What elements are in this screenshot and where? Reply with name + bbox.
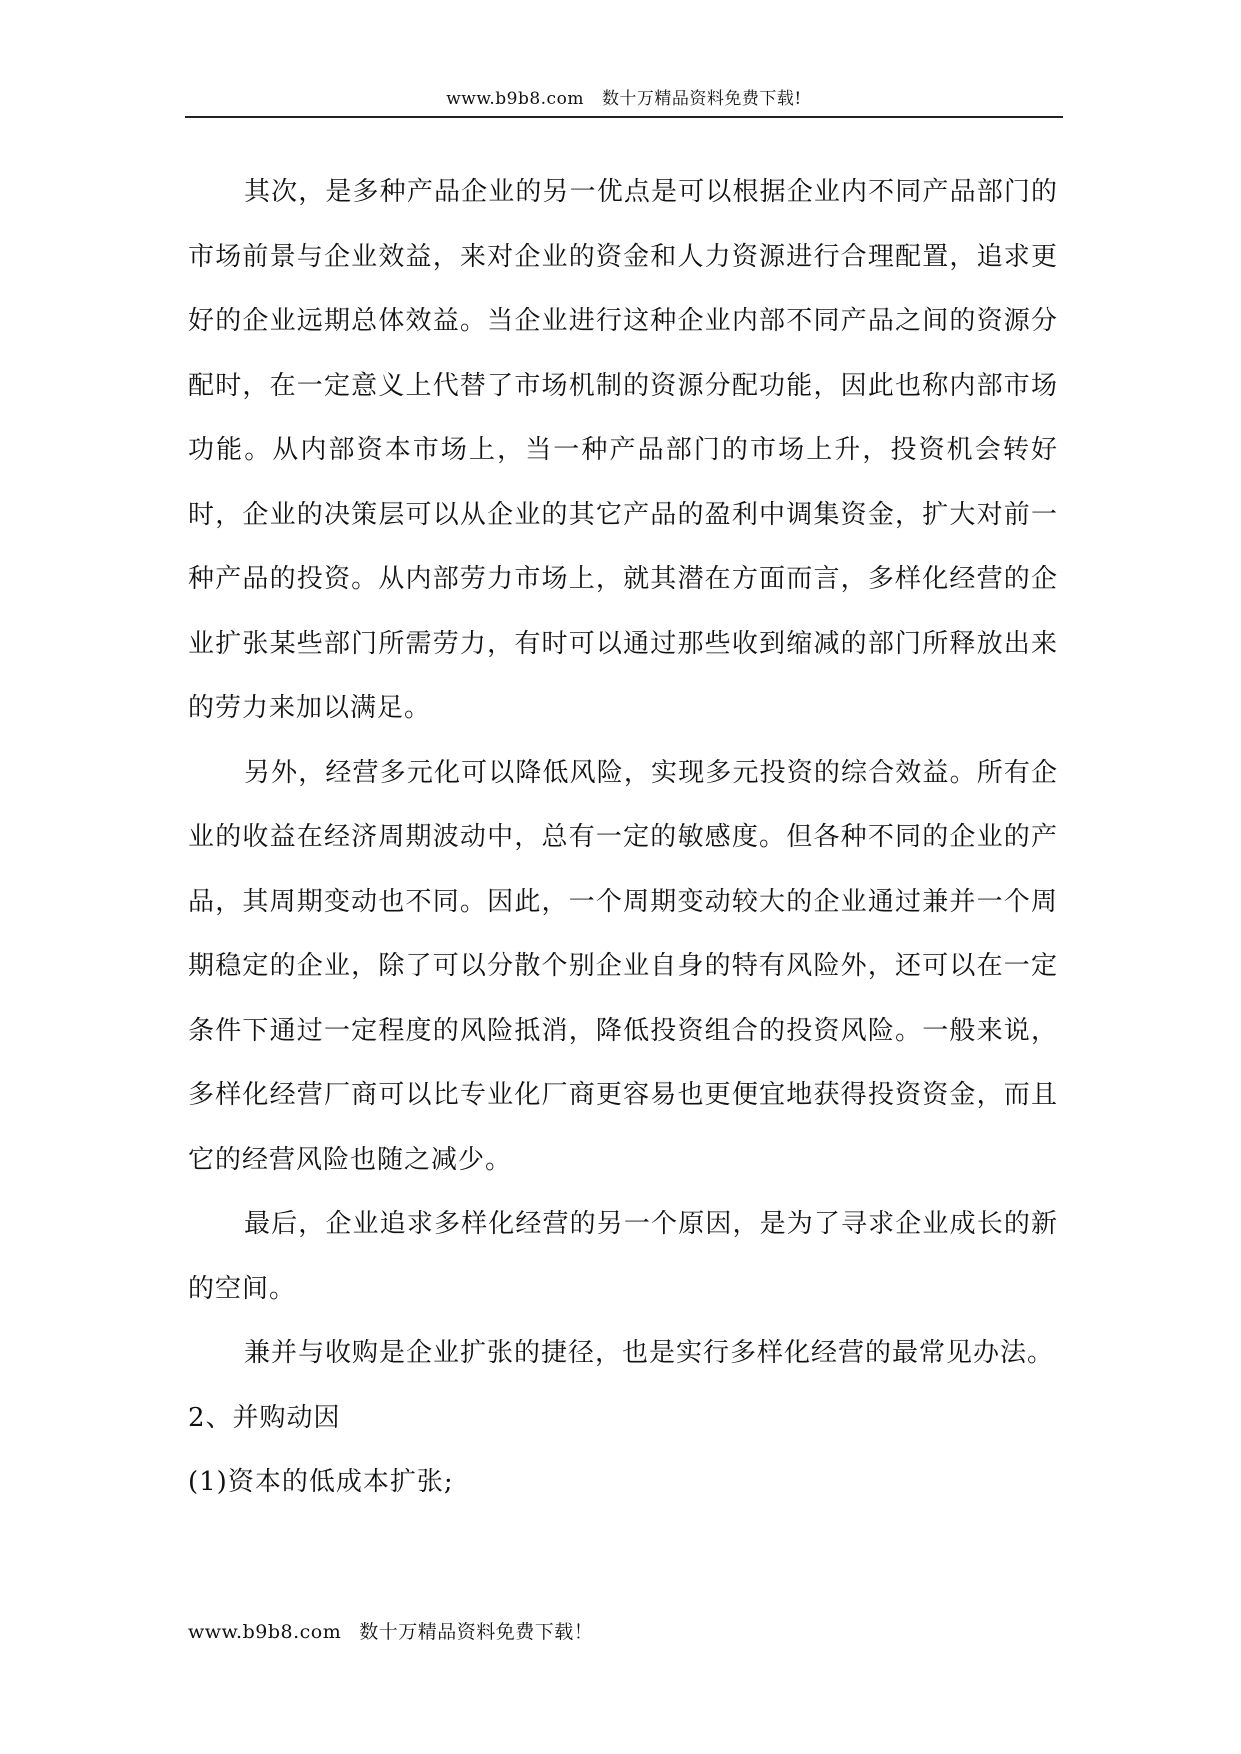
list-item-1: (1)资本的低成本扩张; [188, 1467, 454, 1497]
paragraph-1: 其次，是多种产品企业的另一优点是可以根据企业内不同产品部门的市场前景与企业效益，来对企业的资金和人力资源进行合理配置，追求更好的企业远期总体效益。当企业进行这种企业内部不同产品之间的资源分配时，在一定意义上代替了市场机制的资源分配功能，因此也称内部市场功能。从内部资本市场上，当一种产品部门的市场上升，投资机会转好时，企业的决策层可以从企业的其它产品的盈利中调集资金，扩大对前一种产品的投资。从内部劳力市场上，就其潜在方面而言，多样化经营的企业扩张某些部门所需劳力，有时可以通过那些收到缩减的部门所释放出来的劳力来加以满足。 [188, 177, 1058, 723]
paragraph-3: 最后，企业追求多样化经营的另一个原因，是为了寻求企业成长的新的空间。 [188, 1209, 1058, 1304]
header-site: www.b9b8.com [446, 89, 584, 109]
footer-site: www.b9b8.com [188, 1621, 342, 1643]
page-header [185, 88, 1063, 118]
page-footer [188, 1620, 593, 1644]
document-body [188, 160, 1058, 1515]
section-heading: 2、并购动因 [188, 1402, 341, 1433]
paragraph-4: 兼并与收购是企业扩张的捷径，也是实行多样化经营的最常见办法。 [244, 1338, 1055, 1368]
footer-slogan: 数十万精品资料免费下载！ [359, 1621, 594, 1643]
header-divider [185, 116, 1063, 118]
header-slogan: 数十万精品资料免费下载! [601, 89, 802, 109]
paragraph-2: 另外，经营多元化可以降低风险，实现多元投资的综合效益。所有企业的收益在经济周期波动中，总有一定的敏感度。但各种不同的企业的产品，其周期变动也不同。因此，一个周期变动较大的企业通过兼并一个周期稳定的企业，除了可以分散个别企业自身的特有风险外，还可以在一定条件下通过一定程度的风险抵消，降低投资组合的投资风险。一般来说，多样化经营厂商可以比专业化厂商更容易也更便宜地获得投资资金，而且它的经营风险也随之减少。 [188, 757, 1058, 1175]
